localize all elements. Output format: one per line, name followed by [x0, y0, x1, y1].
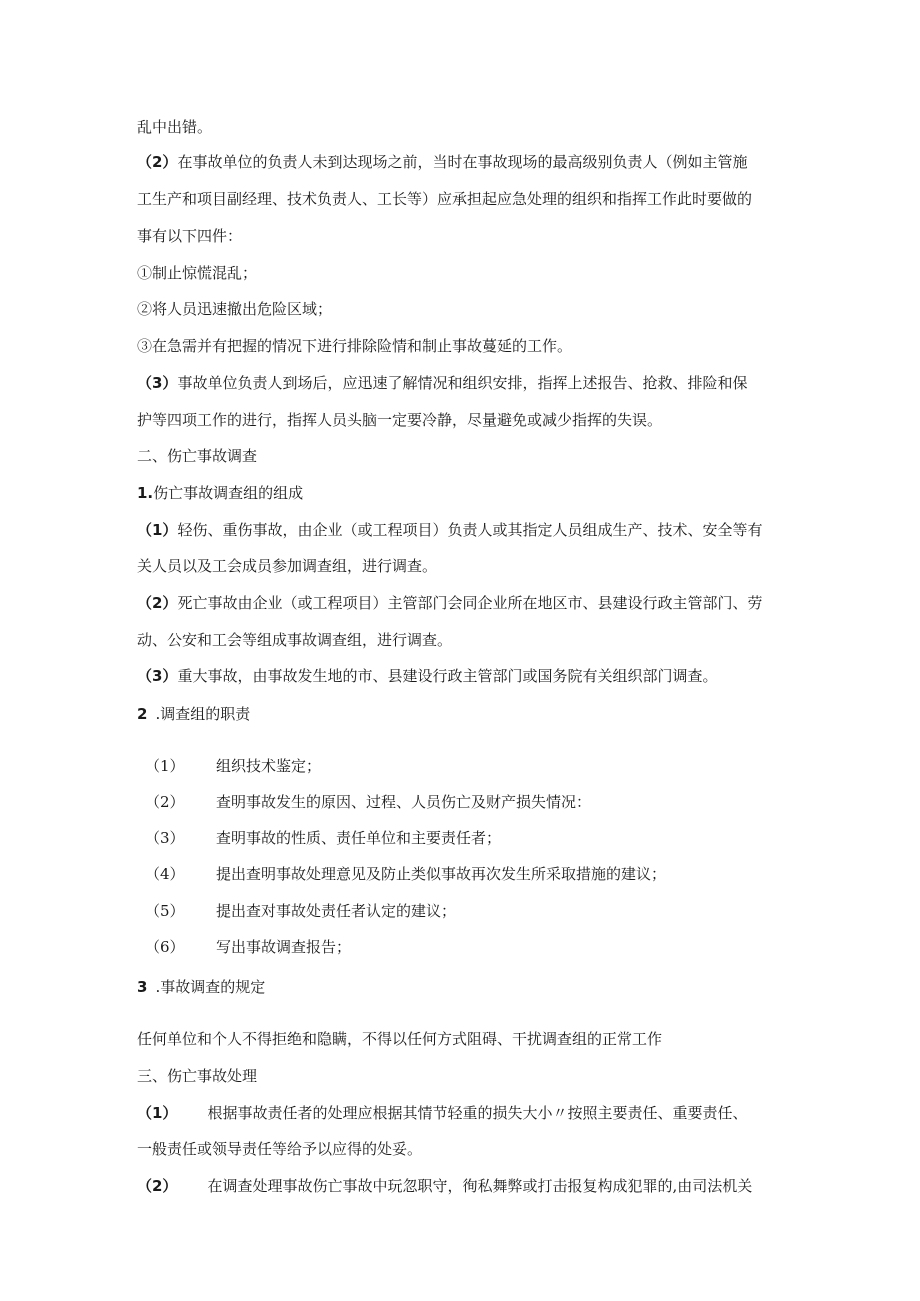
item-number: （1） — [137, 1104, 178, 1122]
investigation-rule: 任何单位和个人不得拒绝和隐瞒，不得以任何方式阻碍、干扰调查组的正常工作 — [137, 1030, 663, 1048]
investigation-item-1: （1）轻伤、重伤事故，由企业（或工程项目）负责人或其指定人员组成生产、技术、安全等有 — [137, 521, 763, 539]
section-heading-2: 二、伤亡事故调查 — [137, 447, 258, 465]
item-number: （2） — [137, 1177, 178, 1195]
item-number: （3） — [137, 667, 178, 685]
duty-label-6: （6） — [145, 938, 185, 956]
subsection-number: 3 — [137, 978, 148, 996]
paragraph-line: 工生产和项目副经理、技术负责人、工长等）应承担起应急处理的组织和指挥工作此时要做的 — [137, 190, 753, 208]
paragraph-item-3: （3）事故单位负责人到场后，应迅速了解情况和组织安排，指挥上述报告、抢救、排险和保 — [137, 374, 748, 392]
handling-item-2: （2） 在调查处理事故伤亡事故中玩忽职守，徇私舞弊或打击报复构成犯罪的,由司法机关 — [137, 1177, 753, 1195]
item-number: （3） — [137, 374, 178, 392]
subsection-heading-2: 2 .调查组的职责 — [137, 705, 251, 723]
paragraph-continuation: 乱中出错。 — [137, 118, 213, 136]
circled-item-2: ②将人员迅速撤出危险区域； — [137, 300, 333, 318]
subsection-heading-1: 1.伤亡事故调查组的组成 — [137, 484, 304, 502]
paragraph-line: 一般责任或领导责任等给予以应得的处妥。 — [137, 1140, 423, 1158]
paragraph-item-2: （2）在事故单位的负责人未到达现场之前，当时在事故现场的最高级别负责人（例如主管施 — [137, 153, 748, 171]
paragraph-line: 动、公安和工会等组成事故调查组，进行调查。 — [137, 631, 453, 649]
investigation-item-2: （2）死亡事故由企业（或工程项目）主管部门会同企业所在地区市、县建设行政主管部门、劳 — [137, 594, 763, 612]
handling-item-1: （1） 根据事故责任者的处理应根据其情节轻重的损失大小〃按照主要责任、重要责任、 — [137, 1104, 748, 1122]
duty-label-2: （2） — [145, 793, 185, 811]
duty-label-4: （4） — [145, 865, 185, 883]
duty-text-4: 提出查明事故处理意见及防止类似事故再次发生所采取措施的建议； — [216, 865, 667, 883]
section-heading-3: 三、伤亡事故处理 — [137, 1067, 258, 1085]
duty-label-1: （1） — [145, 757, 185, 775]
subsection-number: 2 — [137, 705, 148, 723]
duty-text-1: 组织技术鉴定； — [216, 757, 322, 775]
duty-label-3: （3） — [145, 829, 185, 847]
paragraph-line: 护等四项工作的进行，指挥人员头脑一定要冷静，尽量避免或减少指挥的失误。 — [137, 411, 663, 429]
circled-item-3: ③在急需并有把握的情况下进行排除险情和制止事故蔓延的工作。 — [137, 337, 573, 355]
circled-item-1: ①制止惊慌混乱； — [137, 264, 258, 282]
duty-text-3: 查明事故的性质、责任单位和主要责任者； — [216, 829, 502, 847]
duty-label-5: （5） — [145, 902, 185, 920]
paragraph-line: 关人员以及工会成员参加调查组，进行调查。 — [137, 557, 438, 575]
investigation-item-3: （3）重大事故，由事故发生地的市、县建设行政主管部门或国务院有关组织部门调查。 — [137, 667, 718, 685]
duty-text-6: 写出事故调查报告； — [216, 938, 352, 956]
duty-text-2: 查明事故发生的原因、过程、人员伤亡及财产损失情况： — [216, 793, 592, 811]
subsection-heading-3: 3 .事故调查的规定 — [137, 978, 266, 996]
paragraph-line: 事有以下四件： — [137, 227, 243, 245]
item-number: （2） — [137, 153, 178, 171]
duty-text-5: 提出查对事故处责任者认定的建议； — [216, 902, 457, 920]
item-number: （2） — [137, 594, 178, 612]
item-number: （1） — [137, 521, 178, 539]
subsection-number: 1. — [137, 484, 154, 502]
